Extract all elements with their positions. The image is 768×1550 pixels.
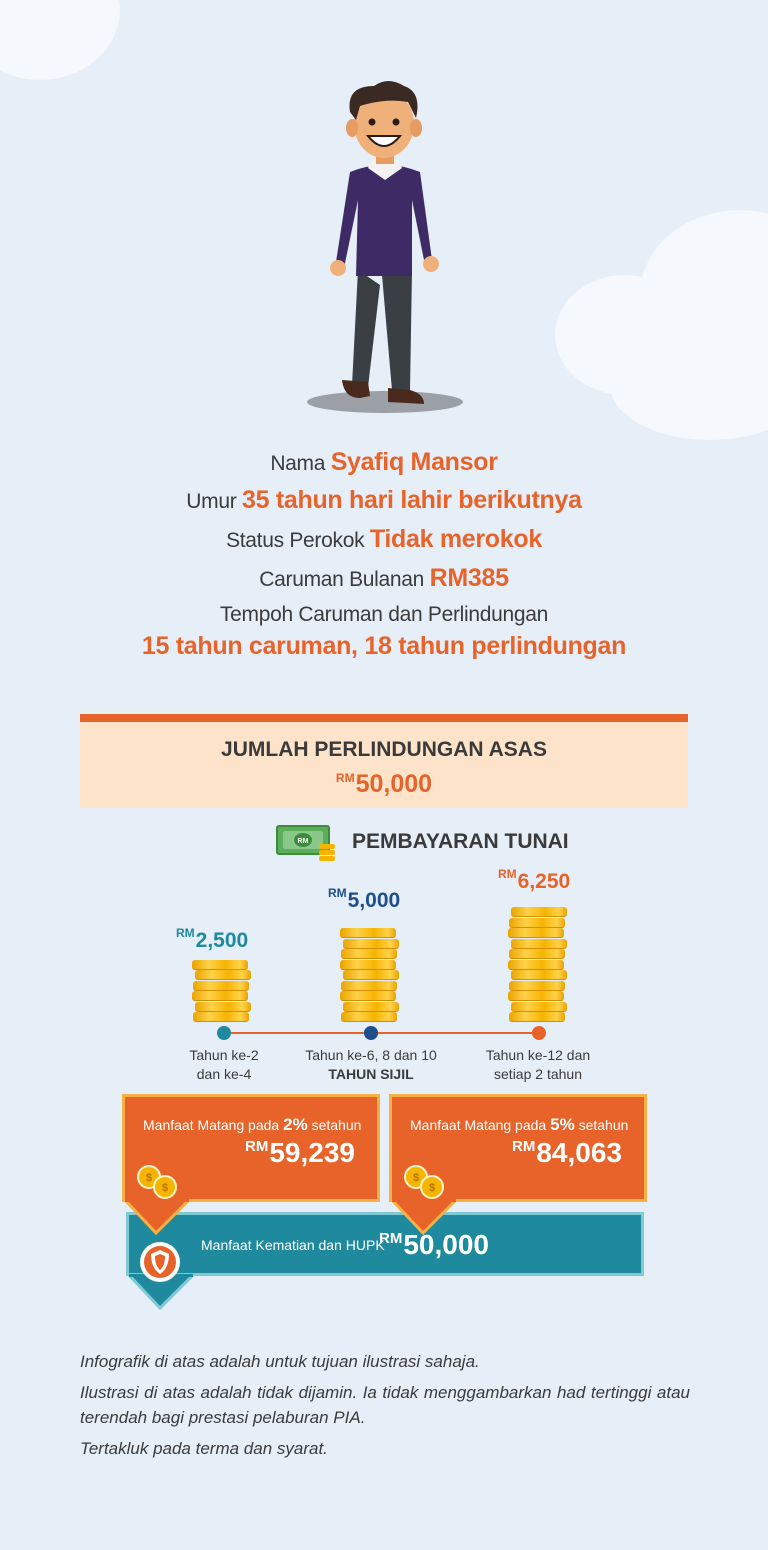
coin [511, 970, 567, 980]
age-value: 35 tahun hari lahir berikutnya [241, 486, 582, 514]
timeline-label-3-line2: setiap 2 tahun [494, 1066, 582, 1082]
coin [343, 970, 399, 980]
note-3: Tertakluk pada terma dan syarat. [80, 1439, 328, 1458]
currency-label: RM [245, 1138, 269, 1155]
timeline-label-1-line1: Tahun ke-2 [189, 1047, 259, 1063]
maturity-text-2 [410, 1115, 628, 1135]
shield-icon [138, 1240, 182, 1284]
coin [192, 991, 248, 1001]
coin [508, 928, 564, 938]
basic-cover-panel [80, 722, 688, 808]
svg-text:$: $ [161, 1182, 169, 1194]
maturity-amount-1 [245, 1137, 355, 1169]
currency-label: RM [379, 1230, 403, 1247]
smoker-label: Status Perokok [226, 529, 365, 552]
coin-stack-2 [341, 928, 399, 1023]
payout-amount-3 [498, 867, 570, 894]
payout-value-2: 5,000 [347, 889, 401, 912]
maturity-value-1: 59,239 [269, 1137, 355, 1168]
contribution-value: RM385 [429, 564, 509, 592]
coin [509, 981, 565, 991]
timeline-line [224, 1032, 540, 1034]
smoker-line [0, 525, 768, 554]
coin [343, 939, 399, 949]
svg-text:RM: RM [297, 838, 309, 845]
payout-value-1: 2,500 [195, 929, 249, 952]
coin [195, 1002, 251, 1012]
maturity-rate-1: 2% [283, 1115, 308, 1134]
death-benefit-box [126, 1212, 644, 1276]
cloud-top-left [0, 0, 120, 80]
note-2: Ilustrasi di atas adalah tidak dijamin. Ia tidak menggambarkan had tertinggi atau terendah bagi prestasi pelaburan PIA. [80, 1383, 690, 1427]
coin [509, 1012, 565, 1022]
coin [511, 1002, 567, 1012]
coins-icon [402, 1163, 450, 1201]
timeline-label-3-line1: Tahun ke-12 dan [485, 1047, 591, 1063]
coin [192, 960, 248, 970]
coin [340, 960, 396, 970]
smoker-value: Tidak merokok [369, 525, 542, 553]
age-line [0, 486, 768, 515]
death-benefit-value: 50,000 [403, 1229, 489, 1260]
coins-icon [135, 1163, 183, 1201]
coin [509, 949, 565, 959]
age-label: Umur [186, 490, 237, 513]
maturity-suffix-1: setahun [311, 1117, 362, 1133]
currency-label: RM [498, 867, 517, 881]
maturity-rate-2: 5% [550, 1115, 575, 1134]
payout-amount-2 [328, 886, 400, 913]
coin [340, 991, 396, 1001]
timeline-dot-3 [532, 1026, 546, 1040]
timeline-dot-1 [217, 1026, 231, 1040]
name-line [0, 448, 768, 477]
name-value: Syafiq Mansor [330, 448, 498, 476]
coin-stack-3 [509, 907, 567, 1023]
coin [195, 970, 251, 980]
timeline-dot-2 [364, 1026, 378, 1040]
payout-value-3: 6,250 [517, 870, 571, 893]
coin [509, 918, 565, 928]
coin [341, 981, 397, 991]
coin [343, 1002, 399, 1012]
timeline-label-1-line2: dan ke-4 [196, 1066, 252, 1082]
maturity-value-2: 84,063 [536, 1137, 622, 1168]
payout-amount-1 [176, 926, 248, 953]
coin [341, 1012, 397, 1022]
maturity-amount-2 [512, 1137, 622, 1169]
timeline-label-2-line1: Tahun ke-6, 8 dan 10 [305, 1047, 437, 1063]
cash-payment-title: PEMBAYARAN TUNAI [352, 830, 569, 853]
coin [508, 960, 564, 970]
panel-accent-bar [80, 714, 688, 722]
death-benefit-text: Manfaat Kematian dan HUPK [201, 1237, 385, 1253]
maturity-box-1 [122, 1094, 380, 1202]
money-icon [275, 824, 339, 862]
currency-label: RM [328, 886, 347, 900]
currency-label: RM [512, 1138, 536, 1155]
contribution-line [0, 564, 768, 593]
timeline-label-1 [164, 1046, 284, 1084]
maturity-prefix-2: Manfaat Matang pada [410, 1117, 547, 1133]
contribution-label: Caruman Bulanan [259, 568, 425, 591]
maturity-suffix-2: setahun [578, 1117, 629, 1133]
coin [511, 907, 567, 917]
maturity-prefix-1: Manfaat Matang pada [143, 1117, 280, 1133]
coin [340, 928, 396, 938]
orange-pointer-2 [389, 1199, 459, 1235]
maturity-box-2 [389, 1094, 647, 1202]
maturity-text-1 [143, 1115, 361, 1135]
coin-stack-1 [193, 959, 251, 1022]
orange-pointer-1 [122, 1199, 192, 1235]
term-value: 15 tahun caruman, 18 tahun perlindungan [141, 632, 627, 660]
timeline-label-2 [291, 1046, 451, 1084]
note-1: Infografik di atas adalah untuk tujuan ilustrasi sahaja. [80, 1352, 480, 1371]
coin [508, 991, 564, 1001]
name-label: Nama [270, 452, 326, 475]
currency-label: RM [176, 926, 195, 940]
svg-text:$: $ [428, 1182, 436, 1194]
coin [341, 949, 397, 959]
svg-text:$: $ [412, 1172, 420, 1184]
basic-cover-amount [80, 770, 688, 799]
coin [193, 1012, 249, 1022]
basic-cover-title: JUMLAH PERLINDUNGAN ASAS [221, 738, 547, 761]
svg-text:$: $ [145, 1172, 153, 1184]
person-illustration [300, 80, 470, 420]
term-label: Tempoh Caruman dan Perlindungan [219, 603, 549, 626]
timeline-label-3 [476, 1046, 600, 1084]
coin [511, 939, 567, 949]
timeline-label-2-line2: TAHUN SIJIL [328, 1066, 414, 1082]
basic-cover-value: 50,000 [355, 770, 433, 798]
coin [193, 981, 249, 991]
currency-label: RM [335, 771, 355, 785]
